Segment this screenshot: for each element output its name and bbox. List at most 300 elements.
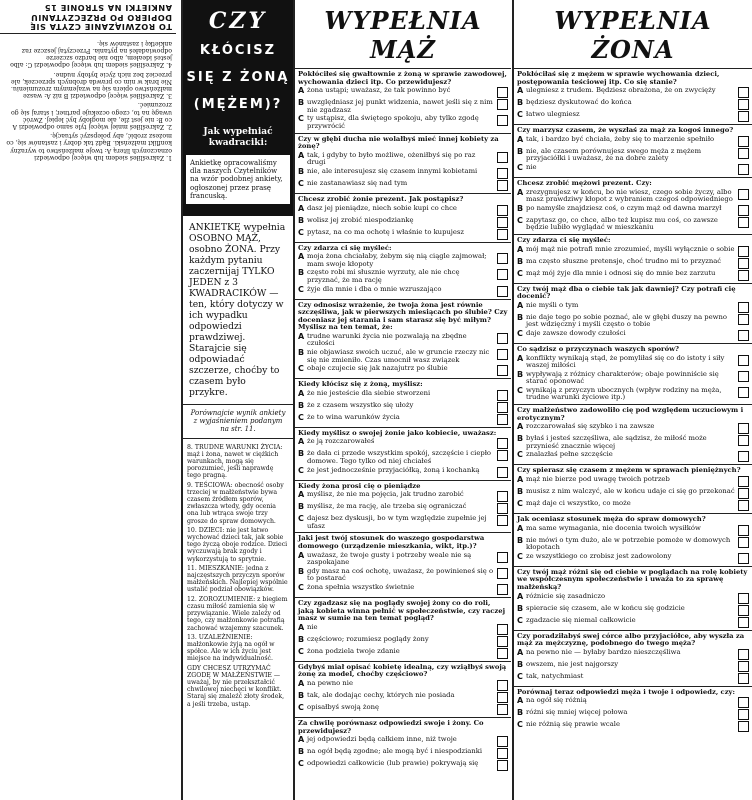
title-panel bbox=[183, 0, 293, 216]
option-text: po namyśle znajdziesz coś, o czym mąż od dawna marzył bbox=[526, 203, 722, 212]
answer-option bbox=[517, 709, 749, 720]
option-letter: A bbox=[298, 203, 305, 213]
answer-checkbox[interactable] bbox=[497, 286, 508, 297]
solution-paragraph: 3. Zakreśliłeś więcej odpowiedzi B niż A: wasze małżeństwo opiera się na wzajemnym zrozumieniu. Nie brak w nim co prawda drobnych sprzeczek, ale przecież bez nich życie byłoby nudne. bbox=[10, 70, 172, 100]
question-text: Czy zdarza ci się myśleć: bbox=[517, 235, 611, 244]
option-letter: A bbox=[298, 252, 305, 262]
answer-checkbox[interactable] bbox=[738, 87, 749, 98]
question-block bbox=[295, 378, 511, 427]
option-letter: B bbox=[517, 369, 524, 379]
question-text: Pokłóciłaś się z mężem w sprawie wychowania dzieci, postępowania teściowej itp. Co się stanie? bbox=[517, 70, 720, 86]
answer-checkbox[interactable] bbox=[497, 152, 508, 163]
option-letter: A bbox=[517, 187, 524, 197]
option-letter: B bbox=[298, 449, 305, 459]
answer-checkbox[interactable] bbox=[497, 491, 508, 502]
answer-checkbox[interactable] bbox=[738, 435, 749, 446]
answer-option bbox=[298, 253, 508, 268]
question-block bbox=[514, 283, 752, 343]
option-text: żyje dla mnie i dba o mnie wzruszająco bbox=[307, 284, 442, 293]
answer-checkbox[interactable] bbox=[497, 568, 508, 579]
answer-checkbox[interactable] bbox=[497, 87, 508, 98]
question-block bbox=[295, 532, 511, 597]
answer-checkbox[interactable] bbox=[738, 617, 749, 628]
option-letter: B bbox=[517, 98, 524, 108]
question-text: Czy poradziłabyś swej córce albo przyjaciółce, aby wyszła za mąż za mężczyznę, podobnego do twego męża? bbox=[517, 631, 745, 648]
option-letter: B bbox=[298, 98, 305, 108]
option-letter: A bbox=[298, 86, 305, 96]
option-letter: A bbox=[298, 150, 305, 160]
option-letter: C bbox=[298, 646, 304, 656]
answer-option bbox=[517, 246, 749, 257]
intro-column bbox=[181, 0, 293, 800]
answer-checkbox[interactable] bbox=[738, 302, 749, 313]
option-letter: C bbox=[298, 284, 304, 294]
option-letter: B bbox=[517, 603, 524, 613]
answer-option bbox=[517, 537, 749, 552]
option-letter: A bbox=[298, 550, 305, 560]
question-text: Kiedy kłócisz się z żoną, myślisz: bbox=[298, 380, 423, 389]
option-text: opisałbyś swoją żonę bbox=[307, 702, 379, 711]
option-letter: C bbox=[298, 582, 304, 592]
answer-option bbox=[298, 390, 508, 401]
option-text: uważasz, że twoje gusty i potrzeby weale nie są zaspokajane bbox=[307, 550, 472, 567]
answer-checkbox[interactable] bbox=[497, 692, 508, 703]
answer-option bbox=[298, 467, 508, 478]
question-block bbox=[514, 177, 752, 234]
option-text: uwzględniasz jej punkt widzenia, nawet jeśli się z nim nie zgadzasz bbox=[307, 98, 493, 114]
option-letter: A bbox=[298, 388, 305, 398]
answer-checkbox[interactable] bbox=[738, 673, 749, 684]
answer-option bbox=[298, 636, 508, 647]
option-text: odpowiedzi całkowicie (lub prawie) pokrywają się bbox=[307, 759, 479, 768]
answer-option bbox=[298, 168, 508, 179]
subtitle: Jak wypełniać kwadraciki: bbox=[203, 127, 273, 148]
option-text: ze wszystkiego co zrobisz jest zadowolony bbox=[526, 551, 672, 560]
option-text: spieracie się czasem, ale w końcu się godzicie bbox=[526, 603, 685, 612]
answer-checkbox[interactable] bbox=[497, 99, 508, 110]
option-letter: A bbox=[298, 622, 305, 632]
answer-checkbox[interactable] bbox=[738, 500, 749, 511]
answer-option bbox=[517, 697, 749, 708]
option-text: że nie jesteście dla siebie stworzeni bbox=[307, 388, 431, 397]
option-letter: B bbox=[517, 312, 524, 322]
answer-checkbox[interactable] bbox=[497, 704, 508, 715]
upside-down-solution bbox=[0, 0, 176, 800]
answer-option bbox=[517, 423, 749, 434]
answer-checkbox[interactable] bbox=[497, 760, 508, 771]
option-letter: B bbox=[298, 348, 305, 358]
option-text: zapytasz go, co chce, albo też kupisz mu coś, co zawsze będzie lubiło wyglądać w mieszkaniu bbox=[526, 215, 718, 232]
answer-checkbox[interactable] bbox=[497, 438, 508, 449]
option-letter: A bbox=[517, 523, 524, 533]
option-text: moja żona chciałaby, żebym się nią ciągle zajmował; mam swoje kłopoty bbox=[307, 252, 487, 268]
option-text: zgadzacie się niemal całkowicie bbox=[526, 615, 636, 624]
instruction-text: ANKIETKĘ wypełnia OSOBNO MĄŻ, osobno ŻONA. Przy każdym pytaniu zaczernijaj TYLKO JEDEN z 3 KWADRACIKÓW — ten, który dotyczy w ich wypadku odpowiedzi prawdziwej. Starajcie się odpowiadać szczerze, choćby to czasem było przykre. bbox=[183, 216, 293, 405]
option-letter: B bbox=[517, 434, 524, 444]
question-block bbox=[295, 427, 511, 480]
option-letter: C bbox=[517, 110, 523, 120]
footnote: Porównajcie wynik ankiety z wyjaśnieniem podanym na str. 11. bbox=[183, 405, 293, 439]
wife-column bbox=[512, 0, 752, 800]
answer-checkbox[interactable] bbox=[738, 355, 749, 366]
answer-checkbox[interactable] bbox=[738, 314, 749, 325]
answer-checkbox[interactable] bbox=[738, 99, 749, 110]
option-text: pytasz, na co ma ochotę i właśnie to kupujesz bbox=[307, 227, 464, 236]
answer-checkbox[interactable] bbox=[738, 111, 749, 122]
option-text: daje zawsze dowody czułości bbox=[526, 328, 626, 337]
answer-option bbox=[298, 229, 508, 240]
option-letter: C bbox=[517, 551, 523, 561]
answer-option bbox=[517, 99, 749, 110]
option-text: mąż mój żyje dla mnie i odnosi się do mnie bez zarzutu bbox=[526, 268, 716, 277]
answer-option bbox=[517, 314, 749, 329]
question-text: Chcesz zrobić żonie prezent. Jak postąpisz? bbox=[298, 194, 464, 203]
note-paragraph: GDY CHCESZ UTRZYMAĆ ZGODĘ W MAŁŻEŃSTWIE — uważaj, by nie przekształcić chwilowej niechęci w konflikt. Staraj się znaleźć złoty środek, a jeśli trzeba, ustąp. bbox=[187, 664, 285, 708]
husband-column bbox=[293, 0, 511, 800]
option-text: nie mówi o tym dużo, ale w potrzebie pomoże w domowych kłopotach bbox=[526, 535, 731, 552]
option-letter: A bbox=[517, 300, 524, 310]
option-letter: B bbox=[517, 146, 524, 156]
question-block bbox=[514, 464, 752, 513]
option-text: jej odpowiedzi będą całkiem inne, niż twoje bbox=[307, 735, 457, 744]
answer-option bbox=[517, 387, 749, 402]
answer-checkbox[interactable] bbox=[738, 721, 749, 732]
answer-option bbox=[517, 87, 749, 98]
option-text: trudne warunki życia nie pozwalają na zbędne czułości bbox=[307, 331, 467, 348]
question-text: Czy zdarza ci się myśleć: bbox=[298, 243, 392, 252]
answer-checkbox[interactable] bbox=[738, 593, 749, 604]
answer-checkbox[interactable] bbox=[497, 467, 508, 478]
answer-checkbox[interactable] bbox=[738, 189, 749, 200]
solution-column bbox=[0, 0, 176, 800]
option-letter: B bbox=[517, 256, 524, 266]
option-text: nie, ale interesujesz się czasem innymi kobietami bbox=[307, 166, 478, 175]
option-text: łatwo ulegniesz bbox=[526, 110, 580, 119]
answer-option bbox=[298, 205, 508, 216]
option-text: ulegniesz z trudem. Będziesz obrażona, że on zwycięży bbox=[526, 86, 716, 95]
answer-option bbox=[517, 451, 749, 462]
answer-checkbox[interactable] bbox=[497, 229, 508, 240]
answer-option bbox=[298, 414, 508, 425]
option-letter: B bbox=[517, 659, 524, 669]
question-block bbox=[295, 480, 511, 533]
answer-checkbox[interactable] bbox=[497, 205, 508, 216]
answer-option bbox=[517, 270, 749, 281]
option-text: znalazłaś pełne szczęście bbox=[526, 450, 613, 459]
question-text: Czy marzysz czasem, że wyszłaś za mąż za kogoś innego? bbox=[517, 126, 734, 135]
answer-checkbox[interactable] bbox=[497, 217, 508, 228]
answer-option bbox=[517, 148, 749, 163]
option-letter: A bbox=[517, 134, 524, 144]
question-block bbox=[295, 717, 511, 773]
option-letter: B bbox=[298, 690, 305, 700]
option-text: mąż daje ci wszystko, co może bbox=[526, 499, 631, 508]
option-text: ma same wymagania, nie docenia twoich wysiłków bbox=[526, 523, 701, 532]
answer-checkbox[interactable] bbox=[738, 537, 749, 548]
question-text: Czy małżeństwo zadowoliło cię pod względem uczuciowym i erotycznym? bbox=[517, 406, 744, 422]
option-letter: A bbox=[298, 437, 305, 447]
solution-paragraph: 4. Zakreśliłeś siedem lub więcej odpowiedzi C: albo jesteś ideałem, albo nie bardzo szczerze odpowiadałeś na pytania. Przeczytaj jeszcze raz ankietkę i zastanów się. bbox=[10, 39, 172, 69]
question-text: Czy zgadzasz się na poglądy swojej żony co do roli, jaką kobieta winna pełnić w społeczeństwie, czy raczej masz w sumie na ten temat pogląd? bbox=[298, 598, 506, 623]
answer-option bbox=[298, 99, 508, 114]
option-letter: B bbox=[298, 747, 305, 757]
option-letter: C bbox=[298, 702, 304, 712]
option-text: myślisz, że ma rację, ale trzeba się ograniczać bbox=[307, 502, 467, 511]
answer-option bbox=[298, 286, 508, 297]
answer-option bbox=[517, 605, 749, 616]
answer-checkbox[interactable] bbox=[738, 605, 749, 616]
answer-checkbox[interactable] bbox=[738, 661, 749, 672]
option-text: rozczarowałaś się szybko i na zawsze bbox=[526, 422, 655, 431]
answer-option bbox=[298, 365, 508, 376]
note-paragraph: 8. TRUDNE WARUNKI ŻYCIA: mąż i żona, nawet w ciężkich warunkach, mogą się porozumieć, jeśli naprawdę tego pragną. bbox=[187, 443, 283, 480]
answer-checkbox[interactable] bbox=[738, 423, 749, 434]
option-text: że dała ci przede wszystkim spokój, szczęście i ciepło domowe. Tego tylko od niej chciałeś bbox=[307, 449, 491, 466]
option-letter: B bbox=[517, 535, 524, 545]
answer-option bbox=[517, 302, 749, 313]
option-text: ty ustąpisz, dla świętego spokoju, aby tylko zgodę przywrócić bbox=[307, 114, 479, 130]
question-text: Czy odnosisz wrażenie, że twoja żona jest równie szczęśliwa, jak w pierwszych miesiącach po ślubie? Czy doceniasz jej starania i sam starasz się być miłym? Myślisz na ten temat, że: bbox=[298, 300, 508, 332]
question-block bbox=[514, 513, 752, 566]
option-text: że jest jednocześnie przyjaciółką, żoną i kochanką bbox=[307, 465, 480, 474]
intro-text: Ankietkę opracowaliśmy dla naszych Czytelników na wzór podobnej ankiety, ogłoszonej przez prasę francuską. bbox=[186, 155, 290, 204]
answer-checkbox[interactable] bbox=[497, 624, 508, 635]
option-text: na pewno nie bbox=[307, 678, 353, 687]
option-letter: B bbox=[298, 215, 305, 225]
answer-checkbox[interactable] bbox=[738, 525, 749, 536]
wife-title: WYPEŁNIA ŻONA bbox=[554, 6, 712, 64]
answer-checkbox[interactable] bbox=[497, 552, 508, 563]
option-letter: B bbox=[517, 203, 524, 213]
option-text: nie bbox=[307, 622, 318, 631]
answer-checkbox[interactable] bbox=[497, 414, 508, 425]
option-letter: B bbox=[298, 268, 305, 278]
answer-option bbox=[298, 584, 508, 595]
option-letter: A bbox=[298, 331, 305, 341]
option-letter: C bbox=[517, 215, 523, 225]
option-text: tak, i gdyby to było możliwe, ożeniłbyś się po raz drugi bbox=[307, 150, 476, 167]
answer-checkbox[interactable] bbox=[738, 371, 749, 382]
option-letter: A bbox=[517, 353, 524, 363]
answer-option bbox=[298, 269, 508, 284]
option-letter: B bbox=[298, 634, 305, 644]
answer-checkbox[interactable] bbox=[497, 365, 508, 376]
answer-checkbox[interactable] bbox=[497, 253, 508, 264]
option-text: nie bbox=[526, 162, 537, 171]
option-letter: C bbox=[298, 514, 304, 524]
option-text: żona spełnia wszystko świetnie bbox=[307, 582, 415, 591]
answer-option bbox=[298, 736, 508, 747]
question-block bbox=[295, 68, 511, 133]
answer-checkbox[interactable] bbox=[497, 349, 508, 360]
option-letter: C bbox=[517, 671, 523, 681]
question-block bbox=[514, 686, 752, 735]
question-block bbox=[295, 133, 511, 193]
answer-checkbox[interactable] bbox=[738, 330, 749, 341]
answer-checkbox[interactable] bbox=[738, 697, 749, 708]
answer-option bbox=[517, 476, 749, 487]
answer-checkbox[interactable] bbox=[497, 584, 508, 595]
note-paragraph: 11. MIESZKANIE: jedna z najczęstszych przyczyn sporów małżeńskich. Najlepiej wspólnie ustalić podział obowiązków. bbox=[187, 564, 288, 594]
answer-option bbox=[298, 180, 508, 191]
answer-option bbox=[298, 760, 508, 771]
option-text: różni się mniej więcej połowa bbox=[526, 708, 628, 717]
answer-checkbox[interactable] bbox=[497, 115, 508, 126]
option-text: tak, i bardzo być chciała, żeby się to marzenie spełniło bbox=[526, 134, 715, 143]
answer-option bbox=[517, 164, 749, 175]
answer-checkbox[interactable] bbox=[738, 488, 749, 499]
answer-checkbox[interactable] bbox=[497, 736, 508, 747]
option-letter: B bbox=[298, 566, 305, 576]
answer-checkbox[interactable] bbox=[738, 476, 749, 487]
answer-checkbox[interactable] bbox=[738, 258, 749, 269]
answer-option bbox=[517, 593, 749, 604]
option-text: że to wina warunków życia bbox=[307, 412, 400, 421]
answer-checkbox[interactable] bbox=[497, 450, 508, 461]
option-text: na ogół się różnią bbox=[526, 696, 587, 705]
answer-option bbox=[517, 649, 749, 660]
option-text: wypływają z różnicy charakterów; obaje powinniście się starać oponować bbox=[526, 369, 719, 386]
question-block bbox=[514, 630, 752, 686]
option-text: tak, ale dodając cechy, których nie posiada bbox=[307, 690, 455, 699]
answer-checkbox[interactable] bbox=[497, 648, 508, 659]
answer-option bbox=[517, 189, 749, 204]
option-text: owszem, nie jest najgorszy bbox=[526, 659, 619, 668]
option-text: mój mąż nie potrafi mnie zrozumieć, myśli wyłącznie o sobie bbox=[526, 244, 735, 253]
answer-checkbox[interactable] bbox=[738, 387, 749, 398]
answer-option bbox=[517, 488, 749, 499]
option-letter: B bbox=[298, 502, 305, 512]
answer-option bbox=[298, 115, 508, 130]
answer-checkbox[interactable] bbox=[738, 246, 749, 257]
question-text: Pokłóciłeś się gwałtownie z żoną w sprawie zawodowej, wychowania dzieci itp. Co przewidujesz? bbox=[298, 70, 507, 86]
question-block bbox=[295, 597, 511, 661]
question-text: Kiedy żona prosi cię o pieniądze bbox=[298, 481, 421, 490]
answer-checkbox[interactable] bbox=[738, 709, 749, 720]
answer-option bbox=[298, 680, 508, 691]
answer-option bbox=[517, 661, 749, 672]
answer-checkbox[interactable] bbox=[497, 269, 508, 280]
note-paragraph: 13. UZALEŻNIENIE: małżonkowie żyją na ogół w spółce. Ale w ich życiu jest miejsce na indywidualność. bbox=[187, 633, 275, 663]
answer-checkbox[interactable] bbox=[497, 680, 508, 691]
answer-checkbox[interactable] bbox=[497, 748, 508, 759]
answer-option bbox=[298, 503, 508, 514]
note-paragraph: 10. DZIECI: nie jest łatwo wychować dzieci tak, jak sobie tego życzą oboje rodzice. Dzieci wyczuwają brak zgody i wykorzystują to sprytnie. bbox=[187, 526, 288, 563]
option-text: nie zastanawiasz się nad tym bbox=[307, 178, 408, 187]
question-text: Czy twój mąż dba o ciebie tak jak dawniej? Czy potrafi cię docenić? bbox=[517, 284, 736, 301]
answer-checkbox[interactable] bbox=[497, 503, 508, 514]
option-text: nie daje tego po sobie poznać, ale w głębi duszy na pewno jest wdzięczny i myśli często o tobie bbox=[526, 312, 727, 329]
option-letter: C bbox=[298, 114, 304, 124]
option-text: tak, natychmiast bbox=[526, 671, 584, 680]
title-line-3: (MĘŻEM)? bbox=[193, 97, 283, 112]
option-text: będziesz dyskutować do końca bbox=[526, 98, 632, 107]
option-text: wynikają z przyczyn ubocznych (wpływ rodziny na męża, trudne warunki życiowe itp.) bbox=[526, 385, 722, 402]
answer-checkbox[interactable] bbox=[497, 636, 508, 647]
answer-option bbox=[298, 704, 508, 715]
option-letter: C bbox=[298, 759, 304, 769]
answer-option bbox=[298, 217, 508, 228]
answer-option bbox=[517, 721, 749, 732]
option-text: częściowo; rozumiesz poglądy żony bbox=[307, 634, 429, 643]
answer-checkbox[interactable] bbox=[497, 333, 508, 344]
note-paragraph: 9. TEŚCIOWA: obecność osoby trzeciej w małżeństwie bywa czasem źródłem sporów, zwłaszcza wtedy, gdy ocenia ona lub wtrąca swoje trzy grosze do spraw domowych. bbox=[187, 481, 284, 525]
answer-checkbox[interactable] bbox=[738, 205, 749, 216]
answer-checkbox[interactable] bbox=[497, 402, 508, 413]
answer-option bbox=[298, 552, 508, 567]
option-text: że ją rozczarowałeś bbox=[307, 437, 375, 446]
option-letter: A bbox=[517, 696, 524, 706]
answer-checkbox[interactable] bbox=[738, 649, 749, 660]
option-text: dajesz bez dyskusji, bo w tym względzie zupełnie jej ufasz bbox=[307, 514, 487, 530]
title-line-2: SIĘ Z ŻONĄ bbox=[186, 70, 290, 85]
answer-option bbox=[298, 624, 508, 635]
answer-option bbox=[298, 515, 508, 530]
answer-option bbox=[517, 205, 749, 216]
answer-checkbox[interactable] bbox=[497, 180, 508, 191]
option-letter: A bbox=[517, 244, 524, 254]
option-text: często robi mi słusznie wyrzuty, ale nie chcę przyznać, że ma rację bbox=[307, 268, 460, 284]
answer-option bbox=[517, 371, 749, 386]
answer-checkbox[interactable] bbox=[497, 390, 508, 401]
answer-checkbox[interactable] bbox=[497, 168, 508, 179]
question-text: Za chwilę porównasz odpowiedzi swoje i żony. Co przewidujesz? bbox=[298, 718, 484, 735]
question-block bbox=[295, 661, 511, 717]
answer-checkbox[interactable] bbox=[738, 164, 749, 175]
option-letter: C bbox=[517, 328, 523, 338]
answer-checkbox[interactable] bbox=[738, 451, 749, 462]
question-block bbox=[514, 404, 752, 464]
question-text: Czy w głębi ducha nie wolałbyś mieć innej kobiety za żonę? bbox=[298, 134, 499, 151]
option-letter: A bbox=[517, 422, 524, 432]
option-text: myślisz, że nie ma pojęcia, jak trudno zarobić bbox=[307, 490, 464, 499]
answer-option bbox=[298, 402, 508, 413]
answer-option bbox=[517, 330, 749, 341]
answer-option bbox=[517, 136, 749, 147]
answer-checkbox[interactable] bbox=[738, 270, 749, 281]
option-letter: C bbox=[517, 615, 523, 625]
option-text: że z czasem wszystko się ułoży bbox=[307, 400, 414, 409]
answer-option bbox=[517, 435, 749, 450]
title-line-1: KŁÓCISZ bbox=[199, 43, 277, 58]
answer-checkbox[interactable] bbox=[738, 217, 749, 228]
option-letter: C bbox=[298, 412, 304, 422]
option-text: obaje czujecie się jak nazajutrz po ślubie bbox=[307, 364, 448, 373]
question-block bbox=[514, 566, 752, 630]
answer-checkbox[interactable] bbox=[497, 515, 508, 526]
answer-option bbox=[298, 748, 508, 759]
answer-option bbox=[298, 152, 508, 167]
option-text: gdy masz na coś ochotę, uważasz, że powinieneś się o to postarać bbox=[307, 566, 494, 583]
answer-option bbox=[517, 111, 749, 122]
question-block bbox=[514, 234, 752, 283]
answer-option bbox=[298, 450, 508, 465]
answer-checkbox[interactable] bbox=[738, 136, 749, 147]
option-text: wolisz jej zrobić niespodziankę bbox=[307, 215, 414, 224]
option-letter: A bbox=[517, 475, 524, 485]
option-letter: C bbox=[517, 162, 523, 172]
question-block bbox=[514, 68, 752, 124]
answer-checkbox[interactable] bbox=[738, 148, 749, 159]
answer-option bbox=[298, 491, 508, 502]
option-letter: B bbox=[298, 166, 305, 176]
question-text: Porównaj teraz odpowiedzi męża i twoje i odpowiedz, czy: bbox=[517, 687, 736, 696]
option-text: nie, ale czasem porównujesz swego męża z mężem przyjaciółki i uważasz, że na dobre zalety bbox=[526, 146, 702, 163]
solution-header: TO ROZWIĄZANIE CZYTA SIĘ DOPIERO PO PRZECZYTANIU ANKIETKI NA STRONIE 15 bbox=[0, 0, 176, 35]
option-text: ma często słuszne pretensje, choć trudno mi to przyznać bbox=[526, 256, 722, 265]
answer-checkbox[interactable] bbox=[738, 553, 749, 564]
answer-option bbox=[298, 692, 508, 703]
